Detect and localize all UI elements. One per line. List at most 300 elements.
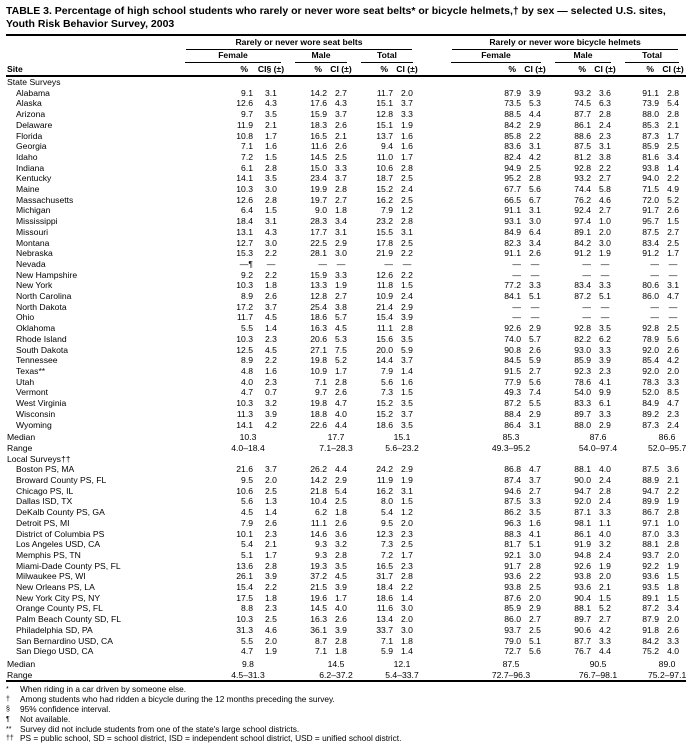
site-cell: Median	[7, 432, 36, 443]
section-row	[6, 454, 686, 465]
value-cell: 9.4	[381, 141, 393, 152]
value-cell: 3.3	[401, 109, 413, 120]
table-row	[6, 227, 686, 238]
value-cell: 7.2	[241, 151, 253, 162]
value-cell: 1.5	[667, 216, 680, 227]
value-cell: 2.2	[265, 269, 277, 280]
value-cell: 87.4	[504, 475, 521, 486]
value-cell: 4.4	[529, 109, 541, 120]
value-cell: 86.1	[574, 528, 591, 539]
value-cell: 14.1	[236, 173, 253, 184]
value-cell: 78.9	[642, 333, 659, 344]
value-cell: 2.8	[667, 109, 680, 120]
value-cell: 25.4	[310, 301, 327, 312]
value-cell: 86.4	[504, 419, 521, 430]
value-cell: 2.6	[667, 344, 680, 355]
value-cell: 15.1	[376, 119, 393, 130]
summary-row	[6, 443, 686, 454]
value-cell: 1.5	[265, 205, 277, 216]
value-cell: 5.6	[529, 376, 541, 387]
value-cell: 18.6	[310, 312, 327, 323]
value-cell: 2.9	[599, 419, 611, 430]
value-cell: 90.8	[504, 344, 521, 355]
value-cell: 86.2	[504, 507, 521, 518]
value-cell: 87.2	[574, 291, 591, 302]
value-cell: 12.7	[236, 237, 253, 248]
value-cell: 19.7	[310, 194, 327, 205]
value-cell: 81.2	[574, 151, 591, 162]
value-cell: 3.3	[599, 344, 611, 355]
value-cell: 3.9	[529, 87, 541, 98]
value-cell: 15.4	[376, 312, 393, 323]
table-row	[6, 259, 686, 270]
value-cell: 87.2	[642, 603, 659, 614]
value-cell: 2.0	[667, 365, 680, 376]
value-cell: 9.5	[381, 517, 393, 528]
column-gap	[420, 507, 444, 518]
value-cell: 4.2	[529, 151, 541, 162]
value-cell: —	[650, 258, 659, 269]
data-table	[6, 34, 686, 682]
value-cell: 10.4	[310, 496, 327, 507]
value-cell: 2.4	[667, 419, 680, 430]
value-cell: 3.3	[667, 528, 680, 539]
value-cell: 3.7	[335, 173, 347, 184]
site-cell: Mississippi	[16, 216, 58, 227]
table-row	[6, 302, 686, 313]
value-cell: 6.7	[529, 194, 541, 205]
value-cell: 1.4	[265, 323, 277, 334]
value-cell: 1.6	[265, 141, 277, 152]
value-cell: 3.6	[667, 464, 680, 475]
value-cell: 4.6	[599, 194, 611, 205]
value-cell: 87.5	[642, 226, 659, 237]
value-cell: 8.8	[241, 603, 253, 614]
value-cell: 91.2	[574, 248, 591, 259]
value-cell: 1.4	[667, 162, 680, 173]
value-cell: 4.5	[241, 507, 253, 518]
table-title: TABLE 3. Percentage of high school students who rarely or never wore seat belts* or bicycle helmets,† by sex — selected U.S. sites, Youth Risk Behavior Survey, 2003	[6, 5, 666, 30]
value-cell: 92.6	[504, 323, 521, 334]
summary-row	[6, 657, 686, 670]
value-cell: 18.3	[310, 119, 327, 130]
value-cell: —	[668, 312, 678, 323]
value-cell: 1.4	[401, 592, 413, 603]
summary-value-cell: 85.3	[502, 432, 520, 443]
value-cell: 5.2	[599, 603, 611, 614]
value-cell: 86.8	[504, 464, 521, 475]
value-cell: 91.1	[504, 205, 521, 216]
value-cell: 2.9	[529, 408, 541, 419]
ci-header: CI (±)	[522, 63, 548, 76]
value-cell: 7.4	[529, 387, 541, 398]
value-cell: 3.3	[599, 507, 611, 518]
value-cell: 16.3	[310, 323, 327, 334]
value-cell: 1.8	[265, 280, 277, 291]
site-cell: Wyoming	[16, 419, 52, 430]
value-cell: 2.2	[401, 269, 413, 280]
value-cell: 76.2	[574, 194, 591, 205]
value-cell: 1.8	[667, 582, 680, 593]
value-cell: 93.0	[574, 344, 591, 355]
value-cell: 27.1	[310, 344, 327, 355]
seatbelt-group-label: Rarely or never wore seat belts	[186, 36, 412, 50]
value-cell: 2.8	[335, 184, 347, 195]
site-cell: Nevada	[16, 258, 46, 269]
column-gap	[420, 430, 444, 443]
value-cell: 2.0	[265, 475, 277, 486]
percent-header: %	[354, 63, 394, 76]
value-cell: 10.3	[236, 333, 253, 344]
column-gap	[420, 377, 444, 388]
value-cell: 17.6	[310, 98, 327, 109]
site-cell: Maine	[16, 184, 40, 195]
value-cell: 2.3	[265, 333, 277, 344]
value-cell: 2.0	[599, 226, 611, 237]
value-cell: 1.5	[401, 496, 413, 507]
value-cell: 5.9	[381, 646, 393, 657]
value-cell: 1.5	[667, 571, 680, 582]
value-cell: 33.7	[376, 624, 393, 635]
value-cell: 2.5	[667, 237, 680, 248]
value-cell: 93.6	[504, 571, 521, 582]
value-cell: 5.4	[241, 539, 253, 550]
value-cell: 2.6	[335, 517, 347, 528]
value-cell: 93.6	[574, 582, 591, 593]
summary-value-cell: 49.3–95.2	[491, 442, 531, 453]
seatbelt-group-header	[178, 35, 420, 50]
value-cell: 2.6	[667, 624, 680, 635]
value-cell: 1.7	[401, 549, 413, 560]
footnotes	[6, 685, 683, 744]
value-cell: 5.5	[241, 635, 253, 646]
value-cell: 94.8	[574, 549, 591, 560]
site-cell: Alabama	[16, 87, 50, 98]
footnote-text: When riding in a car driven by someone else.	[20, 684, 187, 695]
value-cell: 78.3	[642, 376, 659, 387]
value-cell: —	[530, 269, 540, 280]
value-cell: 1.6	[401, 141, 413, 152]
value-cell: 14.4	[376, 355, 393, 366]
value-cell: 90.4	[574, 592, 591, 603]
value-cell: 7.2	[381, 549, 393, 560]
value-cell: 3.5	[401, 398, 413, 409]
site-cell: New York City PS, NY	[16, 592, 101, 603]
value-cell: 88.0	[574, 419, 591, 430]
footnote-text: 95% confidence interval.	[20, 703, 111, 714]
summary-value-cell: 72.7–96.3	[491, 669, 531, 680]
value-cell: 94.0	[642, 173, 659, 184]
column-gap	[420, 35, 444, 76]
value-cell: 92.6	[574, 560, 591, 571]
value-cell: 11.8	[376, 280, 393, 291]
value-cell: 23.4	[310, 173, 327, 184]
table-row	[6, 646, 686, 657]
value-cell: 2.6	[667, 205, 680, 216]
value-cell: 16.2	[376, 194, 393, 205]
value-cell: 10.8	[236, 130, 253, 141]
value-cell: 2.8	[529, 560, 541, 571]
table-row	[6, 173, 686, 184]
value-cell: 5.9	[401, 344, 413, 355]
value-cell: 92.8	[574, 323, 591, 334]
ci-header: CI (±)	[328, 63, 354, 76]
site-cell: Indiana	[16, 162, 45, 173]
value-cell: 2.8	[265, 194, 277, 205]
value-cell: 87.6	[504, 592, 521, 603]
value-cell: 10.9	[310, 365, 327, 376]
value-cell: 90.0	[574, 475, 591, 486]
value-cell: 88.9	[642, 475, 659, 486]
value-cell: 2.9	[529, 119, 541, 130]
value-cell: 3.0	[529, 216, 541, 227]
value-cell: 3.2	[335, 539, 347, 550]
value-cell: 15.9	[310, 109, 327, 120]
value-cell: 19.8	[310, 355, 327, 366]
summary-value-cell: 54.0–97.4	[578, 442, 618, 453]
column-gap	[420, 646, 444, 657]
value-cell: 85.3	[642, 119, 659, 130]
footnote-text: PS = public school, SD = school district, ISD = independent school district, USD = unified school district.	[20, 733, 402, 744]
value-cell: 49.3	[504, 387, 521, 398]
column-gap	[420, 184, 444, 195]
value-cell: 1.7	[265, 130, 277, 141]
value-cell: 3.1	[335, 226, 347, 237]
value-cell: 16.5	[376, 560, 393, 571]
value-cell: 7.5	[335, 344, 347, 355]
value-cell: 83.4	[642, 237, 659, 248]
value-cell: 3.7	[265, 464, 277, 475]
column-gap	[420, 163, 444, 174]
value-cell: 18.4	[376, 582, 393, 593]
site-cell: Orange County PS, FL	[16, 603, 103, 614]
value-cell: 4.0	[599, 528, 611, 539]
column-gap	[420, 409, 444, 420]
value-cell: 3.3	[599, 408, 611, 419]
value-cell: 11.6	[310, 141, 327, 152]
value-cell: 11.0	[376, 151, 393, 162]
table-header	[6, 35, 686, 76]
value-cell: 97.1	[642, 517, 659, 528]
value-cell: 3.0	[335, 248, 347, 259]
value-cell: —	[650, 269, 659, 280]
value-cell: 2.0	[401, 614, 413, 625]
table-row	[6, 377, 686, 388]
value-cell: 7.9	[381, 365, 393, 376]
value-cell: 9.7	[241, 109, 253, 120]
column-gap	[420, 152, 444, 163]
value-cell: 5.4	[335, 485, 347, 496]
value-cell: 85.4	[642, 355, 659, 366]
value-cell: 5.2	[335, 355, 347, 366]
table-row	[6, 163, 686, 174]
value-cell: 12.8	[376, 109, 393, 120]
value-cell: 2.7	[335, 291, 347, 302]
value-cell: 7.1	[241, 141, 253, 152]
site-cell: Missouri	[16, 226, 48, 237]
value-cell: 1.5	[265, 151, 277, 162]
value-cell: 2.6	[265, 291, 277, 302]
value-cell: 18.4	[236, 216, 253, 227]
value-cell: 3.3	[335, 269, 347, 280]
value-cell: —	[600, 269, 610, 280]
value-cell: 5.7	[335, 312, 347, 323]
value-cell: 31.3	[236, 624, 253, 635]
column-gap	[420, 141, 444, 152]
value-cell: 71.5	[642, 184, 659, 195]
value-cell: 91.7	[504, 560, 521, 571]
site-cell: DeKalb County PS, GA	[16, 507, 105, 518]
value-cell: 94.6	[504, 485, 521, 496]
value-cell: 13.1	[236, 226, 253, 237]
table-row	[6, 205, 686, 216]
value-cell: 4.0	[335, 603, 347, 614]
value-cell: 3.1	[599, 141, 611, 152]
value-cell: —	[512, 269, 521, 280]
summary-value-cell: 7.1–28.3	[319, 442, 353, 453]
summary-value-cell: 12.1	[393, 658, 411, 669]
value-cell: 7.1	[381, 635, 393, 646]
percent-header: %	[178, 63, 254, 76]
value-cell: 3.6	[599, 87, 611, 98]
value-cell: 72.7	[504, 646, 521, 657]
value-cell: 2.2	[265, 582, 277, 593]
value-cell: 11.3	[236, 408, 253, 419]
value-cell: 2.8	[335, 549, 347, 560]
value-cell: 17.7	[310, 226, 327, 237]
footnote-marker: ††	[6, 735, 14, 743]
value-cell: 1.8	[335, 507, 347, 518]
value-cell: 15.6	[376, 333, 393, 344]
value-cell: 2.0	[265, 635, 277, 646]
value-cell: 2.0	[401, 517, 413, 528]
site-cell: Texas**	[16, 365, 46, 376]
footnote-text: Among students who had ridden a bicycle during the 12 months preceding the survey.	[20, 694, 335, 705]
value-cell: 15.2	[376, 398, 393, 409]
value-cell: 17.2	[236, 301, 253, 312]
site-cell: Range	[7, 669, 33, 680]
value-cell: 3.5	[599, 323, 611, 334]
value-cell: 81.6	[642, 151, 659, 162]
value-cell: 2.8	[265, 162, 277, 173]
value-cell: —	[530, 258, 540, 269]
value-cell: 3.9	[599, 355, 611, 366]
value-cell: 4.2	[265, 419, 277, 430]
value-cell: 2.8	[667, 87, 680, 98]
value-cell: 23.2	[376, 216, 393, 227]
value-cell: —	[582, 269, 591, 280]
value-cell: 87.7	[574, 635, 591, 646]
value-cell: 1.7	[335, 592, 347, 603]
value-cell: —	[582, 301, 591, 312]
value-cell: 3.9	[335, 582, 347, 593]
ci-header: CI (±)	[660, 63, 686, 76]
summary-value-cell: 52.0–95.7	[648, 442, 687, 453]
footnote-marker: †	[6, 696, 10, 704]
value-cell: 2.2	[401, 582, 413, 593]
value-cell: 9.1	[241, 87, 253, 98]
value-cell: 9.5	[241, 475, 253, 486]
value-cell: 3.8	[335, 301, 347, 312]
value-cell: 36.1	[310, 624, 327, 635]
value-cell: 91.7	[642, 205, 659, 216]
table-row	[6, 603, 686, 614]
ci-header: CI (±)	[592, 63, 618, 76]
site-cell: Michigan	[16, 205, 51, 216]
value-cell: 2.8	[599, 485, 611, 496]
site-cell: Kentucky	[16, 173, 52, 184]
summary-value-cell: 87.5	[502, 658, 520, 669]
value-cell: 89.9	[642, 496, 659, 507]
value-cell: 2.7	[529, 365, 541, 376]
value-cell: 87.1	[574, 507, 591, 518]
value-cell: 1.8	[335, 205, 347, 216]
value-cell: 21.8	[310, 485, 327, 496]
value-cell: 6.3	[599, 98, 611, 109]
value-cell: 7.9	[381, 205, 393, 216]
value-cell: 83.6	[504, 141, 521, 152]
value-cell: —	[600, 301, 610, 312]
value-cell: 1.7	[265, 549, 277, 560]
value-cell: 2.6	[335, 387, 347, 398]
value-cell: 89.1	[574, 226, 591, 237]
footnote-marker: **	[6, 725, 12, 733]
value-cell: 2.9	[335, 237, 347, 248]
value-cell: 84.2	[574, 237, 591, 248]
value-cell: 3.5	[335, 560, 347, 571]
value-cell: 5.6	[381, 376, 393, 387]
value-cell: 2.5	[265, 485, 277, 496]
value-cell: 21.6	[236, 464, 253, 475]
value-cell: 3.7	[401, 98, 413, 109]
value-cell: 93.8	[642, 162, 659, 173]
column-gap	[420, 529, 444, 540]
column-gap	[420, 539, 444, 550]
value-cell: 3.4	[667, 603, 680, 614]
value-cell: 7.3	[381, 387, 393, 398]
value-cell: 2.9	[401, 464, 413, 475]
value-cell: 2.0	[401, 87, 413, 98]
site-cell: Florida	[16, 130, 43, 141]
value-cell: 67.7	[504, 184, 521, 195]
table-row	[6, 582, 686, 593]
value-cell: 18.6	[376, 592, 393, 603]
value-cell: 92.8	[642, 323, 659, 334]
value-cell: 12.8	[310, 291, 327, 302]
value-cell: —	[650, 301, 659, 312]
value-cell: 2.8	[667, 539, 680, 550]
value-cell: 11.1	[376, 323, 393, 334]
value-cell: 4.7	[335, 398, 347, 409]
value-cell: 2.3	[599, 365, 611, 376]
site-cell: Georgia	[16, 141, 47, 152]
value-cell: 1.7	[401, 151, 413, 162]
site-cell: Range	[7, 442, 33, 453]
value-cell: 2.3	[401, 528, 413, 539]
value-cell: 2.6	[529, 344, 541, 355]
ci-header: CI§ (±)	[254, 63, 288, 76]
value-cell: 93.1	[504, 216, 521, 227]
value-cell: —	[600, 258, 610, 269]
value-cell: 15.4	[236, 582, 253, 593]
value-cell: 16.3	[310, 614, 327, 625]
value-cell: 3.9	[401, 312, 413, 323]
value-cell: 1.4	[401, 646, 413, 657]
value-cell: 77.9	[504, 376, 521, 387]
value-cell: 13.3	[310, 280, 327, 291]
value-cell: 3.5	[401, 419, 413, 430]
column-gap	[420, 603, 444, 614]
